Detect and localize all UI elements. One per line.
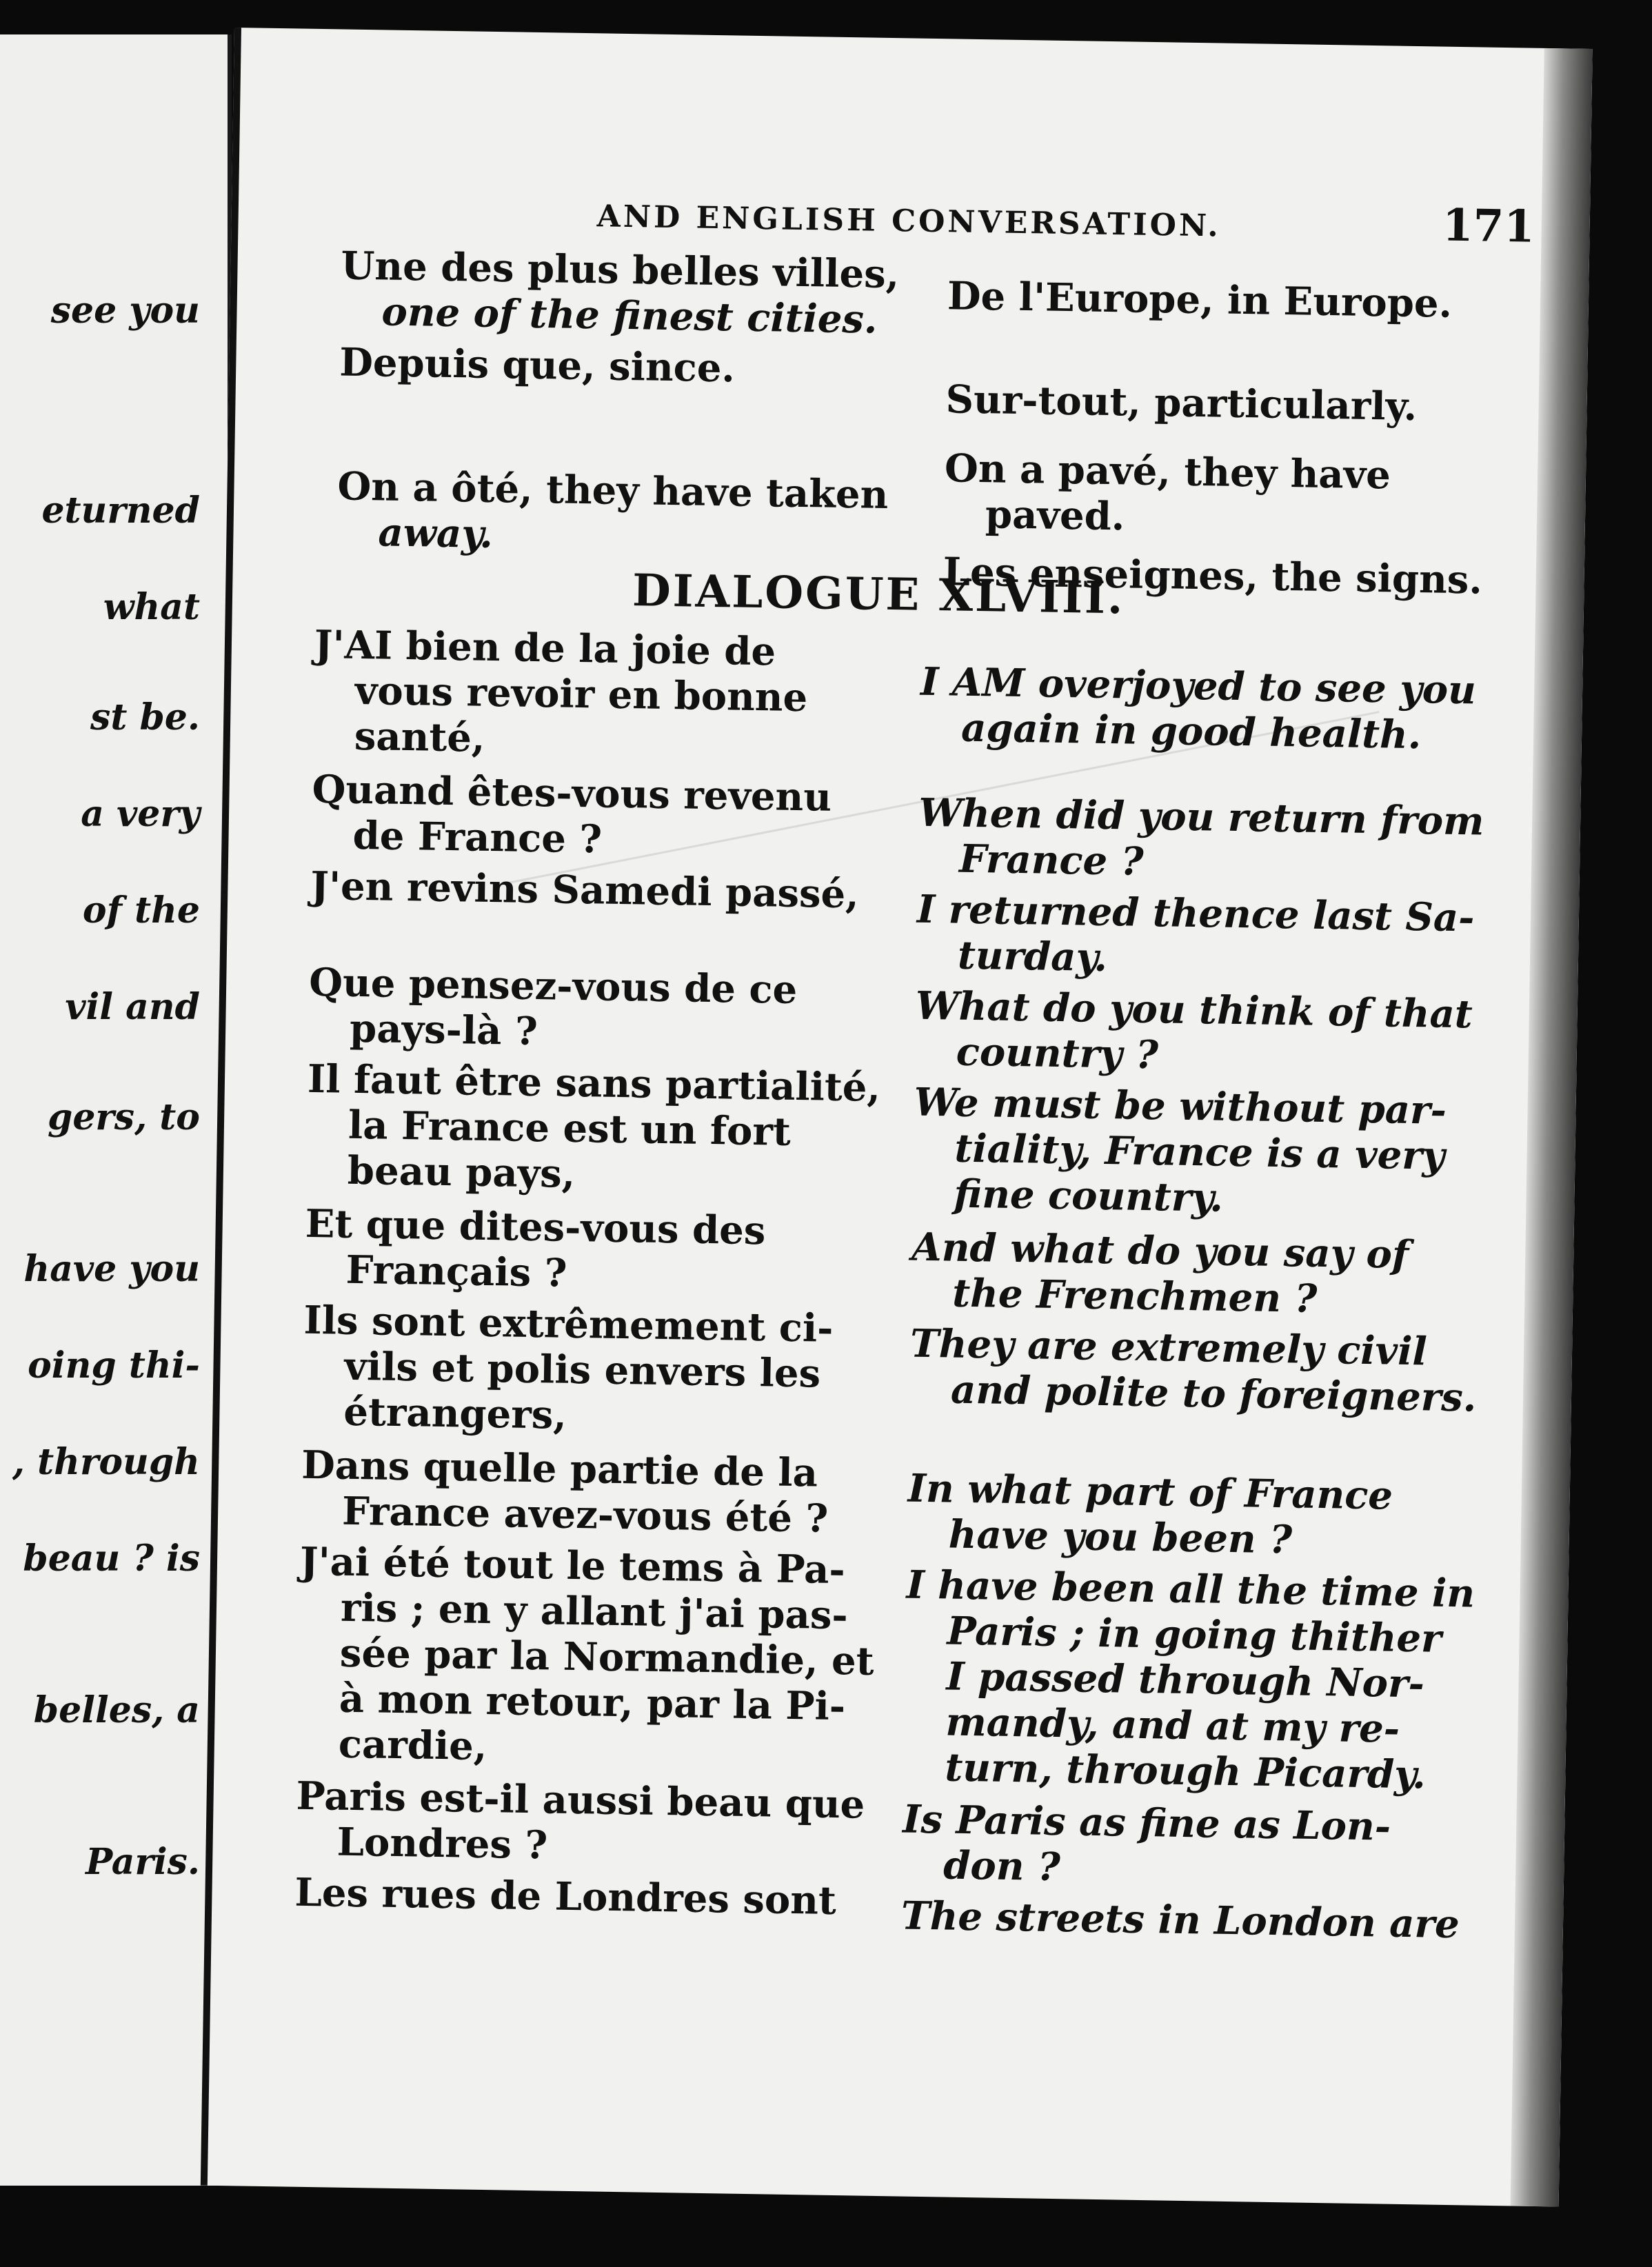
vocab-line: Sur-tout, particularly. bbox=[945, 376, 1418, 430]
french-line: Les rues de Londres sont bbox=[294, 1869, 837, 1924]
french-line: cardie, bbox=[338, 1721, 487, 1770]
english-line: have you been ? bbox=[948, 1511, 1293, 1563]
french-line: Que pensez-vous de ce bbox=[308, 959, 798, 1013]
english-line: tiality, France is a very bbox=[954, 1125, 1445, 1179]
vocab-line: one of the finest cities. bbox=[381, 289, 878, 343]
french-entry bbox=[311, 767, 832, 866]
english-line: The streets in London are bbox=[900, 1893, 1460, 1948]
english-column bbox=[900, 658, 1521, 1948]
french-entry bbox=[312, 622, 808, 766]
vocab-line: On a pavé, they have bbox=[944, 445, 1391, 498]
english-line: I have been all the time in bbox=[906, 1562, 1475, 1617]
english-line: turn, through Picardy. bbox=[944, 1744, 1427, 1798]
french-line: santé, bbox=[354, 713, 485, 761]
page-number: 171 bbox=[1442, 199, 1535, 253]
english-line: They are extremely civil bbox=[909, 1320, 1428, 1375]
french-entry bbox=[302, 1298, 834, 1442]
french-line: étrangers, bbox=[343, 1389, 567, 1438]
english-line: I returned thence last Sa- bbox=[916, 886, 1475, 941]
vocab-entry bbox=[336, 463, 889, 563]
vocab-line: Une des plus belles villes, bbox=[341, 243, 900, 298]
left-fragment: st be. bbox=[90, 696, 200, 738]
vocab-line: On a ôté, they have taken bbox=[337, 463, 889, 518]
french-entry bbox=[308, 960, 798, 1058]
english-line: again in good health. bbox=[960, 705, 1422, 758]
left-fragment: , through bbox=[12, 1441, 200, 1483]
vocab-entry bbox=[340, 243, 900, 343]
french-line: J'ai été tout le tems à Pa- bbox=[299, 1538, 846, 1593]
english-entry bbox=[901, 1893, 1460, 1948]
french-line: J'en revins Samedi passé, bbox=[310, 863, 860, 918]
left-fragment: beau ? is bbox=[23, 1538, 200, 1580]
english-line: And what do you say of bbox=[911, 1224, 1409, 1278]
french-line: Et que dites-vous des bbox=[305, 1200, 766, 1254]
english-entry bbox=[916, 887, 1474, 987]
english-entry bbox=[909, 1321, 1478, 1421]
dialogue-title: DIALOGUE XLVIII. bbox=[632, 565, 1125, 625]
english-line: When did you return from bbox=[918, 789, 1484, 845]
english-line: fine country. bbox=[954, 1171, 1224, 1221]
left-fragment: see you bbox=[50, 290, 200, 332]
vocab-line: paved. bbox=[985, 492, 1125, 540]
left-fragment: Paris. bbox=[85, 1841, 200, 1883]
english-line: the Frenchmen ? bbox=[951, 1270, 1318, 1322]
french-entry bbox=[304, 1201, 766, 1299]
english-line: France ? bbox=[958, 836, 1144, 885]
french-line: Il faut être sans partialité, bbox=[307, 1056, 881, 1111]
english-line: I passed through Nor- bbox=[946, 1653, 1425, 1707]
vocab-line: Depuis que, since. bbox=[339, 339, 736, 392]
english-entry bbox=[907, 1466, 1393, 1564]
vocab-line: De l'Europe, in Europe. bbox=[947, 273, 1453, 327]
english-entry bbox=[903, 1562, 1475, 1799]
french-line: pays-là ? bbox=[349, 1005, 538, 1055]
english-line: We must be without par- bbox=[914, 1079, 1447, 1134]
vocab-entry bbox=[947, 273, 1452, 326]
french-line: Français ? bbox=[345, 1247, 567, 1296]
french-line: sée par la Normandie, et bbox=[339, 1630, 875, 1684]
left-fragment: have you bbox=[23, 1248, 200, 1290]
left-fragment: eturned bbox=[41, 490, 200, 532]
left-fragment: oing thi- bbox=[28, 1344, 200, 1387]
english-line: country ? bbox=[956, 1029, 1159, 1078]
english-entry bbox=[911, 1225, 1409, 1323]
vocab-line: Les enseignes, the signs. bbox=[943, 549, 1483, 603]
vocab-line: away. bbox=[378, 510, 494, 557]
book-page bbox=[201, 28, 1593, 2207]
english-line: and polite to foreigners. bbox=[950, 1367, 1477, 1421]
french-line: Londres ? bbox=[336, 1819, 548, 1868]
english-entry bbox=[914, 983, 1473, 1083]
french-entry bbox=[294, 1870, 836, 1924]
french-line: Ils sont extrêmement ci- bbox=[303, 1297, 834, 1351]
english-line: What do you think of that bbox=[915, 983, 1473, 1038]
left-fragment: what bbox=[103, 586, 200, 628]
french-line: à mon retour, par la Pi- bbox=[339, 1675, 846, 1730]
french-entry bbox=[305, 1056, 880, 1202]
english-line: Paris ; in going thither bbox=[947, 1608, 1442, 1662]
french-entry bbox=[301, 1442, 829, 1542]
left-fragment: vil and bbox=[65, 986, 200, 1028]
english-line: don ? bbox=[943, 1842, 1061, 1891]
vocab-entry bbox=[339, 339, 736, 391]
left-fragment: belles, a bbox=[33, 1689, 200, 1731]
english-entry bbox=[912, 1080, 1447, 1225]
vocab-entry bbox=[944, 445, 1391, 543]
french-line: Quand êtes-vous revenu bbox=[312, 766, 832, 820]
vocab-right-column bbox=[943, 273, 1548, 603]
left-fragment: a very bbox=[81, 793, 200, 835]
english-line: turday. bbox=[957, 932, 1108, 981]
previous-page-edge bbox=[0, 34, 232, 2186]
page-edge-shadow bbox=[1511, 48, 1593, 2207]
french-line: J'AI bien de la joie de bbox=[314, 621, 776, 675]
english-line: Is Paris as fine as Lon- bbox=[902, 1796, 1391, 1850]
french-line: France avez-vous été ? bbox=[341, 1488, 829, 1542]
english-entry bbox=[920, 659, 1477, 759]
french-entry bbox=[296, 1539, 876, 1775]
french-entry bbox=[295, 1773, 865, 1873]
running-head: AND ENGLISH CONVERSATION. bbox=[596, 199, 1222, 244]
french-entry bbox=[310, 863, 859, 917]
english-entry bbox=[918, 790, 1484, 890]
vocab-entry bbox=[945, 376, 1417, 430]
french-line: ris ; en y allant j'ai pas- bbox=[340, 1584, 849, 1639]
english-line: In what part of France bbox=[907, 1465, 1393, 1519]
french-line: Paris est-il aussi beau que bbox=[296, 1773, 865, 1828]
french-line: de France ? bbox=[352, 812, 603, 863]
french-line: vous revoir en bonne bbox=[354, 667, 808, 721]
french-line: beau pays, bbox=[347, 1147, 576, 1197]
english-line: mandy, and at my re- bbox=[945, 1699, 1400, 1752]
left-fragment: gers, to bbox=[47, 1096, 200, 1138]
english-line: I AM overjoyed to see you bbox=[920, 658, 1477, 714]
french-line: Dans quelle partie de la bbox=[301, 1442, 818, 1496]
french-line: la France est un fort bbox=[347, 1102, 792, 1155]
french-line: vils et polis envers les bbox=[344, 1343, 821, 1397]
english-entry bbox=[902, 1797, 1391, 1895]
left-fragment: of the bbox=[82, 889, 200, 931]
